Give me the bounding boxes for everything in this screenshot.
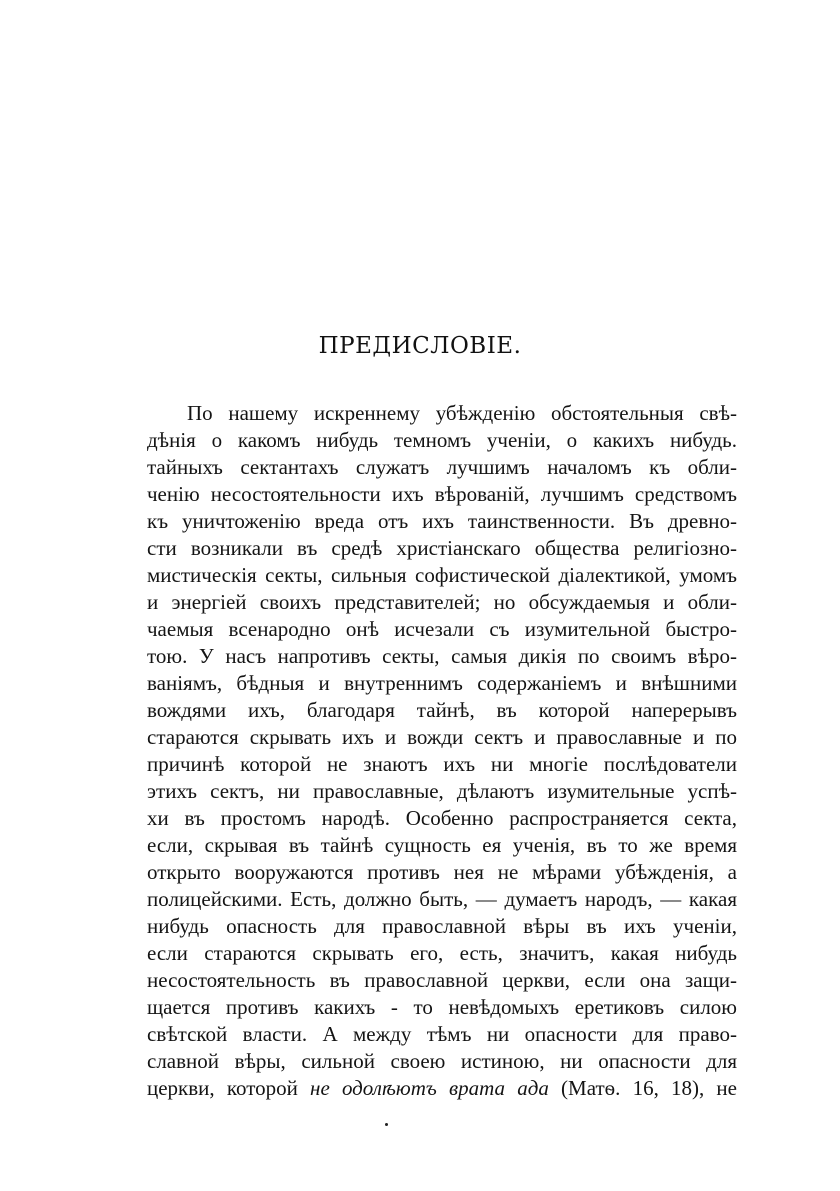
text-line: свѣтской власти. А между тѣмъ ни опасности для право- [147,1022,737,1046]
text-line: ченію несостоятельности ихъ вѣрованій, лучшимъ средствомъ [147,482,737,506]
text-line: если стараются скрывать его, есть, значитъ, какая нибудь [147,941,737,965]
text-line: вождями ихъ, благодаря тайнѣ, въ которой наперерывъ [147,698,737,722]
text-line: По нашему искреннему убѣжденію обстоятельныя свѣ- [187,401,737,425]
text-line: славной вѣры, сильной своею истиною, ни опасности для [147,1049,737,1073]
text-line: чаемыя всенародно онѣ исчезали съ изумительной быстро- [147,617,737,641]
page-title: ПРЕДИСЛОВІЕ. [318,333,522,359]
text-line: дѣнія о какомъ нибудь темномъ ученіи, о какихъ нибудь. [147,428,737,452]
text-line: тою. У насъ напротивъ секты, самыя дикія по своимъ вѣро- [147,644,737,668]
text-line: стараются скрывать ихъ и вожди сектъ и православные и по [147,725,737,749]
text-line: несостоятельность въ православной церкви, если она защи- [147,968,737,992]
scripture-reference: (Матѳ. 16, 18), не [548,1076,737,1100]
text-before-quote: церкви, которой [147,1076,311,1100]
text-line: причинѣ которой не знаютъ ихъ ни многіе послѣдователи [147,752,737,776]
text-line: ваніямъ, бѣдныя и внутреннимъ содержаніемъ и внѣшними [147,671,737,695]
text-line: этихъ сектъ, ни православные, дѣлаютъ изумительные успѣ- [147,779,737,803]
text-line: мистическія секты, сильныя софистической діалектикой, умомъ [147,563,737,587]
text-line: тайныхъ сектантахъ служатъ лучшимъ началомъ къ обли- [147,455,737,479]
text-line: хи въ простомъ народѣ. Особенно распространяется секта, [147,806,737,830]
text-line: къ уничтоженію вреда отъ ихъ таинственности. Въ древно- [147,509,737,533]
text-line: полицейскими. Есть, должно быть, — думаетъ народъ, — какая [147,887,737,911]
scripture-quote: не одолѣютъ врата ада [310,1076,549,1100]
text-line: щается противъ какихъ - то невѣдомыхъ еретиковъ силою [147,995,737,1019]
text-line: сти возникали въ средѣ христіанскаго общества религіозно- [147,536,737,560]
text-line: открыто вооружаются противъ нея не мѣрами убѣжденія, а [147,860,737,884]
text-line: если, скрывая въ тайнѣ сущность ея ученія, въ то же время [147,833,737,857]
preface-paragraph [147,400,737,1102]
printer-dot-mark [385,1123,388,1126]
text-line: и энергіей своихъ представителей; но обсуждаемыя и обли- [147,590,737,614]
last-text-line [147,1075,737,1102]
text-line: нибудь опасность для православной вѣры въ ихъ ученіи, [147,914,737,938]
